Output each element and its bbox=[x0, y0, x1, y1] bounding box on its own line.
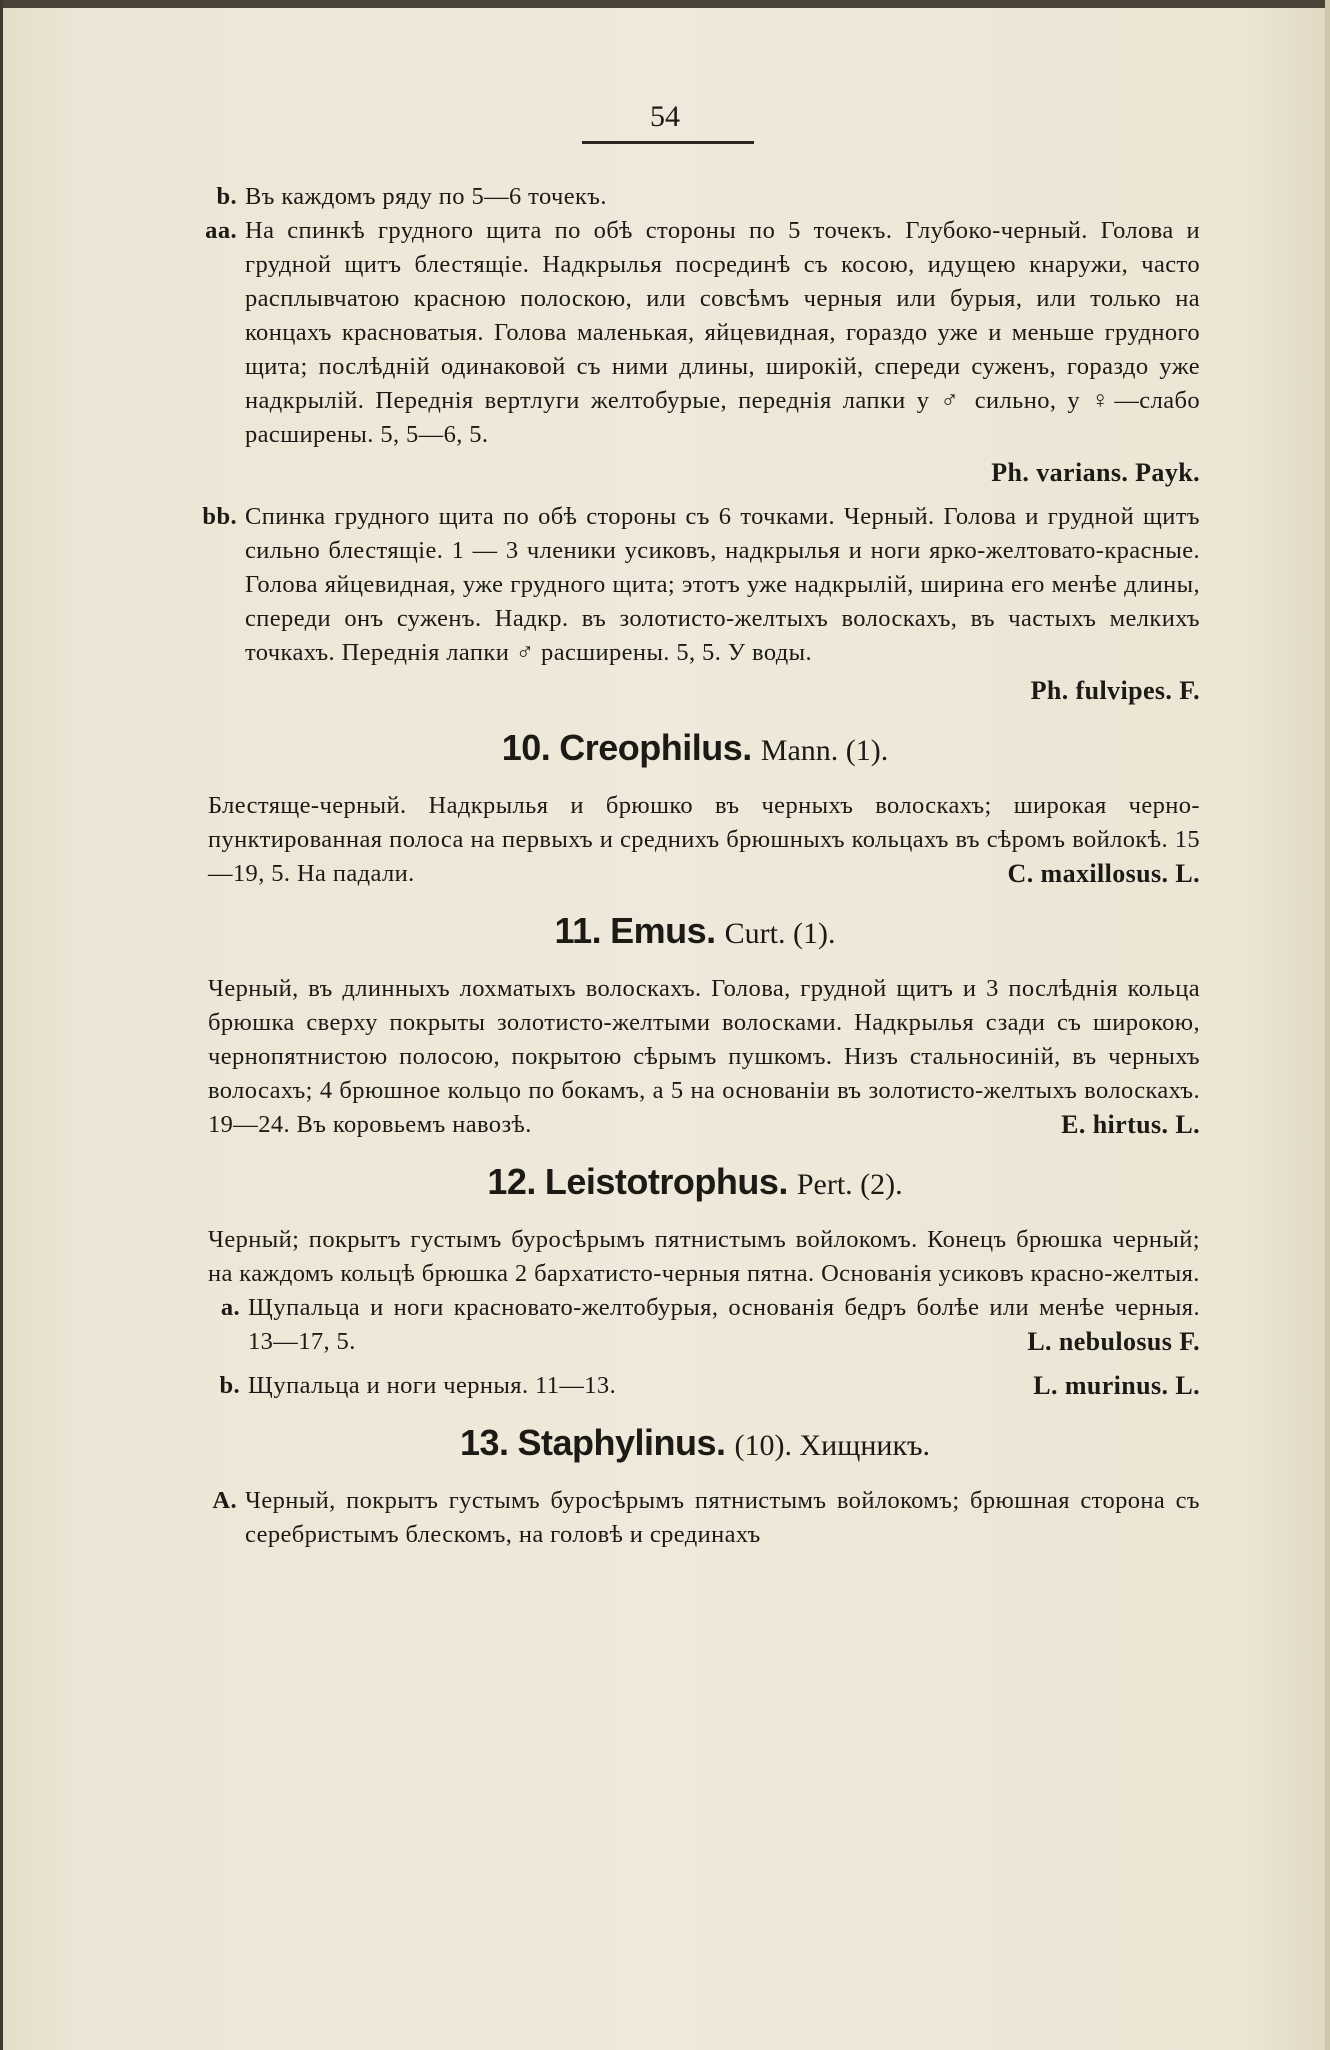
key-entry-A bbox=[190, 1484, 1200, 1552]
genus-description bbox=[208, 972, 1200, 1142]
key-entry-aa bbox=[190, 214, 1200, 490]
entry-text: Щупальца и ноги черныя. 11—13. bbox=[248, 1372, 617, 1399]
description-text: Черный; покрытъ густымъ буросѣрымъ пятнистымъ войлокомъ. Конецъ брюшка черный; на каждомъ кольцѣ брюшка 2 бархатисто-черныя пятна. Основанія усиковъ красно-желтыя. bbox=[208, 1226, 1200, 1287]
genus-heading-leistotrophus bbox=[190, 1160, 1200, 1207]
genus-heading-creophilus bbox=[190, 726, 1200, 773]
entry-mark: a. bbox=[220, 1294, 240, 1321]
entry-mark: b. bbox=[219, 1372, 240, 1399]
entry-text: Въ каждомъ ряду по 5—6 точекъ. bbox=[245, 183, 607, 210]
key-entry-b bbox=[190, 1369, 1200, 1403]
entry-body bbox=[248, 1369, 1200, 1403]
species-name: C. maxillosus. L. bbox=[1007, 859, 1200, 888]
entry-text: Щупальца и ноги красновато-желтобурыя, основанія бедръ болѣе или менѣе черныя. 13—17, 5. bbox=[248, 1294, 1200, 1355]
genus-name: Creophilus. bbox=[559, 727, 752, 768]
key-entry-a bbox=[190, 1291, 1200, 1359]
entry-mark: A. bbox=[212, 1487, 237, 1514]
genus-number: 13. bbox=[459, 1422, 509, 1463]
page-content bbox=[190, 180, 1200, 1552]
description-text: Черный, въ длинныхъ лохматыхъ волоскахъ. Голова, грудной щитъ и 3 послѣднія кольца брюшка сверху покрыты золотисто-желтыми волосками. Надкрылья сзади съ широкою, чернопятнистою полосою, покрытою сѣрымъ пушкомъ. Низъ стальносиній, въ черныхъ волосахъ; 4 брюшное кольцо по бокамъ, а 5 на основаніи въ золотисто-желтыхъ волоскахъ. 19—24. Въ коровьемъ навозѣ. bbox=[208, 975, 1200, 1138]
page-left-edge bbox=[0, 0, 3, 2050]
species-name: L. murinus. L. bbox=[1033, 1371, 1200, 1400]
entry-text: На спинкѣ грудного щита по обѣ стороны по 5 точекъ. Глубоко-черный. Голова и грудной щитъ блестящіе. Надкрылья посрединѣ съ косою, идущею кнаружи, часто расплывчатою красною полоскою, или совсѣмъ черныя или бурыя, или только на концахъ красноватыя. Голова маленькая, яйцевидная, гораздо уже и меньше грудного щита; послѣдній одинаковой съ ними длины, широкій, спереди суженъ, гораздо уже надкрылій. Переднія вертлуги желтобурые, переднія лапки у ♂ сильно, у ♀—слабо расширены. 5, 5—6, 5. bbox=[245, 217, 1200, 448]
key-entry-bb bbox=[190, 500, 1200, 708]
genus-name: Emus. bbox=[610, 910, 716, 951]
page-right-edge bbox=[1325, 0, 1330, 2050]
genus-heading-staphylinus bbox=[190, 1421, 1200, 1468]
key-entry-b bbox=[190, 180, 1200, 214]
species-name: Ph. varians. Payk. bbox=[991, 458, 1200, 487]
genus-author: (10). Хищникъ. bbox=[734, 1429, 931, 1462]
genus-description bbox=[208, 1223, 1200, 1291]
entry-text: Спинка грудного щита по обѣ стороны съ 6 точками. Черный. Голова и грудной щитъ сильно блестящіе. 1 — 3 членики усиковъ, надкрылья и ноги ярко-желтовато-красные. Голова яйцевидная, уже грудного щита; этотъ уже надкрылій, ширина его менѣе длины, спереди онъ суженъ. Надкр. въ золотисто-желтыхъ волоскахъ, въ частыхъ мелкихъ точкахъ. Переднія лапки ♂ расширены. 5, 5. У воды. bbox=[245, 503, 1200, 666]
entry-body bbox=[248, 1291, 1200, 1359]
species-name: Ph. fulvipes. F. bbox=[1030, 676, 1200, 705]
genus-number: 12. bbox=[487, 1161, 536, 1202]
entry-mark: aa. bbox=[205, 217, 237, 244]
species-name: E. hirtus. L. bbox=[1061, 1110, 1200, 1139]
entry-body bbox=[245, 500, 1200, 708]
genus-description bbox=[208, 789, 1200, 891]
page-top-edge bbox=[0, 0, 1330, 8]
entry-body bbox=[245, 214, 1200, 490]
page-number-rule bbox=[582, 141, 754, 144]
genus-heading-emus bbox=[190, 909, 1200, 956]
genus-name: Staphylinus. bbox=[517, 1422, 726, 1463]
genus-number: 11. bbox=[554, 910, 602, 951]
genus-name: Leistotrophus. bbox=[544, 1161, 788, 1202]
genus-author: Pert. (2). bbox=[796, 1168, 903, 1201]
entry-mark: bb. bbox=[202, 503, 237, 530]
entry-text: Черный, покрытъ густымъ буросѣрымъ пятнистымъ войлокомъ; брюшная сторона съ серебристымъ блескомъ, на головѣ и срединахъ bbox=[245, 1487, 1200, 1548]
genus-number: 10. bbox=[501, 727, 551, 768]
genus-author: Curt. (1). bbox=[724, 917, 836, 950]
entry-mark: b. bbox=[216, 183, 237, 210]
species-name: L. nebulosus F. bbox=[1027, 1327, 1200, 1356]
description-text: Блестяще-черный. Надкрылья и брюшко въ черныхъ волоскахъ; широкая черно-пунктированная полоса на первыхъ и среднихъ брюшныхъ кольцахъ въ сѣромъ войлокѣ. 15—19, 5. На падали. bbox=[208, 792, 1200, 887]
page-number: 54 bbox=[650, 100, 680, 133]
genus-author: Mann. (1). bbox=[760, 734, 889, 767]
